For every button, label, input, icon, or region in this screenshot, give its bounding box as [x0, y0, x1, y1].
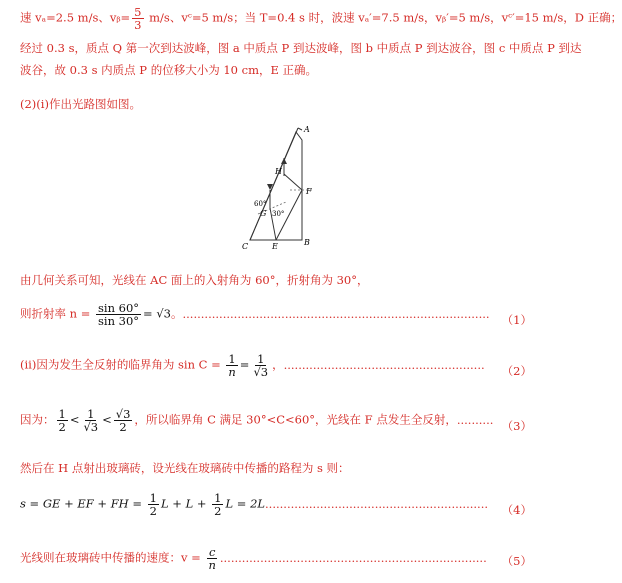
frac-num: c — [208, 545, 216, 559]
tag-5: （5） — [501, 554, 532, 568]
leader-dots: .......... — [456, 412, 494, 427]
because-prefix: 因为： — [20, 412, 55, 427]
label-C: C — [242, 242, 249, 251]
frac-num: 1 — [87, 407, 95, 421]
path-half1 — [148, 492, 159, 517]
because-suffix: ，所以临界角 C 满足 30°<C<60°，光线在 F 点发生全反射， — [134, 412, 457, 427]
frac-den: n — [228, 365, 236, 380]
frac-den: sin 30° — [98, 314, 140, 329]
refraction-prefix: 则折射率 n = — [20, 306, 95, 321]
frac-num: 1 — [214, 491, 222, 505]
refraction-eq — [20, 302, 490, 327]
refraction-suffix: 。 — [170, 306, 183, 321]
para1-line1-a: 速 vₐ=2.5 m/s、vᵦ= — [20, 10, 131, 25]
critical-prefix: (ⅱ)因为发生全反射的临界角为 sin C = — [20, 357, 225, 372]
label-E: E — [272, 242, 278, 251]
ray-fh — [284, 174, 302, 190]
frac-num: 1 — [58, 407, 66, 421]
frac-den: 2 — [58, 420, 66, 435]
para1-line1-b: m/s、vᶜ=5 m/s；当 T=0.4 s 时，波速 vₐ′=7.5 m/s，vᵦ′=5 m/s，vᶜ′=15 m/s，D 正确； — [145, 10, 622, 25]
label-A: A — [304, 125, 310, 134]
lt-sign: < — [69, 412, 80, 427]
frac-den: √3 — [253, 365, 269, 380]
frac-den: 3 — [134, 18, 142, 33]
frac-num: √3 — [115, 407, 131, 421]
speed-prefix: 光线则在玻璃砖中传播的速度：v = — [20, 550, 205, 565]
tag-2: （2） — [501, 364, 532, 378]
label-angle30: 30° — [272, 210, 285, 218]
path-mid: L + L + — [160, 496, 211, 511]
speed-fraction — [206, 546, 217, 571]
lt-sign: < — [102, 412, 112, 427]
label-angle60: 60° — [254, 200, 267, 208]
frac-den: 2 — [214, 504, 222, 519]
critical-eq-sign: = — [239, 357, 250, 372]
because-frac1 — [57, 408, 68, 433]
path-eq — [20, 492, 488, 517]
edge-ca — [250, 128, 298, 240]
leader-dots: ....................................................... — [283, 357, 485, 372]
tag-4: （4） — [501, 503, 532, 517]
then-line: 然后在 H 点射出玻璃砖，设光线在玻璃砖中传播的路程为 s 则： — [20, 461, 350, 475]
leader-dots: ......................................................................... — [219, 550, 487, 565]
para1-line1 — [20, 6, 622, 31]
geometry-line: 由几何关系可知，光线在 AC 面上的入射角为 60°，折射角为 30°， — [20, 273, 369, 287]
because-frac2 — [81, 408, 100, 433]
frac-den: 2 — [149, 504, 157, 519]
critical-suffix: ， — [272, 357, 284, 372]
para1-line3: 波谷，故 0.3 s 内质点 P 的位移大小为 10 cm，E 正确。 — [20, 63, 318, 77]
because-eq — [20, 408, 493, 433]
label-G: G — [260, 209, 267, 218]
path-half2 — [212, 492, 223, 517]
frac-num: 1 — [149, 491, 157, 505]
path-end: L = 2L — [225, 496, 266, 511]
critical-frac2 — [251, 353, 270, 378]
frac-den: 2 — [119, 420, 127, 435]
refraction-result: = √3 — [143, 306, 171, 321]
critical-eq — [20, 353, 485, 378]
part-i-label: (2)(ⅰ)作出光路图如图。 — [20, 97, 141, 111]
refraction-fraction — [96, 302, 141, 327]
arrow-out — [281, 158, 287, 164]
speed-eq — [20, 546, 487, 571]
prism-outline — [250, 132, 302, 240]
critical-frac1 — [226, 353, 237, 378]
frac-den: n — [208, 558, 216, 573]
tag-1: （1） — [501, 313, 532, 327]
label-F: F — [306, 187, 312, 196]
edge-ab — [298, 128, 302, 130]
label-B: B — [304, 238, 310, 247]
because-frac3 — [114, 408, 133, 433]
label-H: H — [275, 167, 282, 176]
fraction-5-3 — [132, 6, 143, 31]
leader-dots: .................................................................................... — [182, 306, 490, 321]
path-lhs: s = GE + EF + FH = — [20, 496, 146, 511]
para1-line2: 经过 0.3 s，质点 Q 第一次到达波峰，图 a 中质点 P 到达波峰，图 b 中质点 P 到达波谷，图 c 中质点 P 到达 — [20, 41, 582, 55]
light-path-figure — [228, 118, 328, 250]
frac-den: √3 — [83, 420, 99, 435]
frac-num: 1 — [228, 352, 236, 366]
tag-3: （3） — [501, 419, 532, 433]
frac-num: sin 60° — [98, 301, 140, 315]
frac-num: 5 — [134, 5, 142, 19]
leader-dots: ............................................................. — [265, 496, 489, 511]
frac-num: 1 — [257, 352, 265, 366]
